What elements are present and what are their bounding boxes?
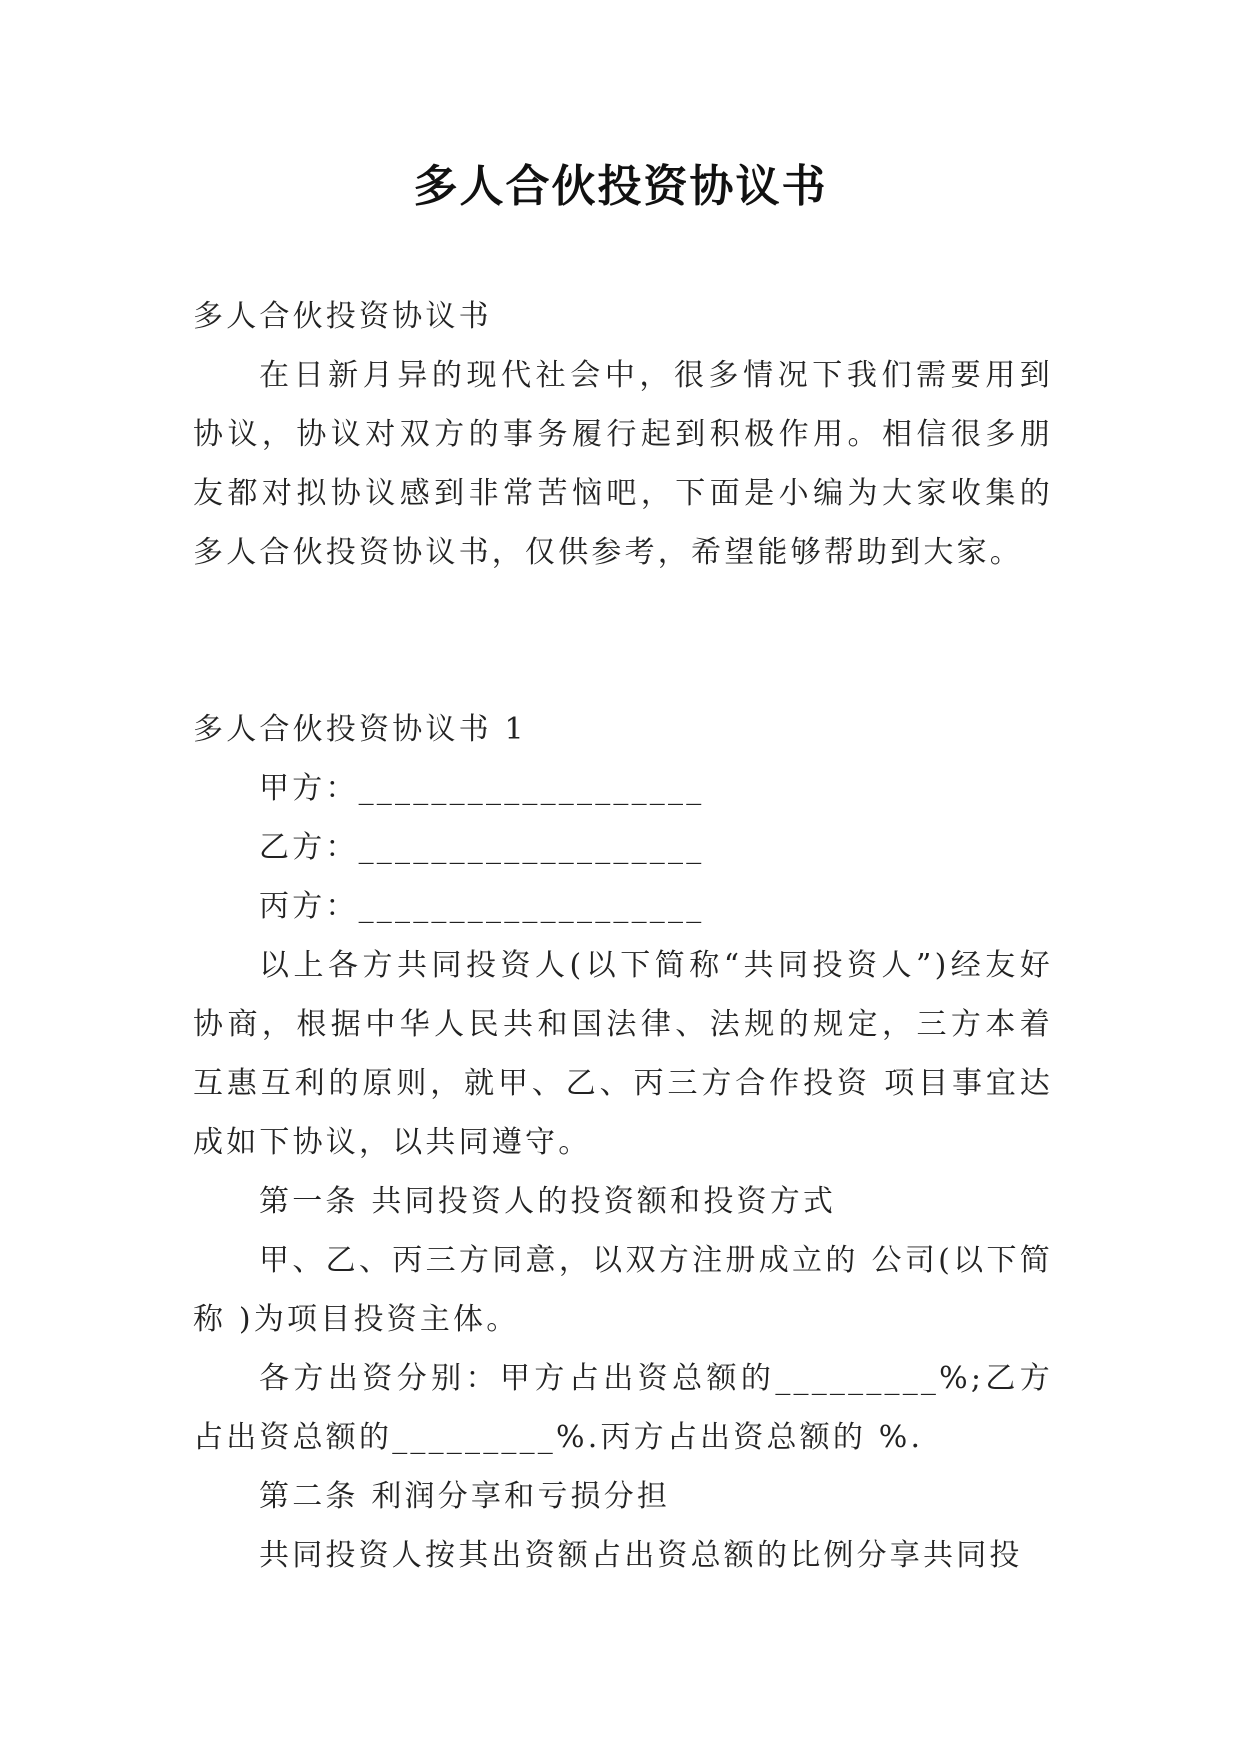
section-title: 多人合伙投资协议书 1 — [193, 712, 527, 747]
investment-subject-paragraph: 甲、乙、丙三方同意，以双方注册成立的 公司(以下简称 )为项目投资主体。 — [193, 1243, 1053, 1337]
document-subtitle: 多人合伙投资协议书 — [193, 299, 492, 334]
document-body — [193, 287, 1053, 1585]
article-1-heading: 第一条 共同投资人的投资额和投资方式 — [259, 1184, 837, 1219]
contribution-ratio-paragraph: 各方出资分别：甲方占出资总额的_________%;乙方占出资总额的_________%.丙方占出资总额的 %. — [193, 1361, 1053, 1455]
intro-paragraph: 在日新月异的现代社会中，很多情况下我们需要用到协议，协议对双方的事务履行起到积极作用。相信很多朋友都对拟协议感到非常苦恼吧，下面是小编为大家收集的多人合伙投资协议书，仅供参考，希望能够帮助到大家。 — [193, 358, 1053, 570]
party-c-line: 丙方：___________________ — [259, 889, 705, 924]
document-title: 多人合伙投资协议书 — [413, 161, 828, 212]
party-a-line: 甲方：___________________ — [259, 771, 705, 806]
profit-sharing-paragraph: 共同投资人按其出资额占出资总额的比例分享共同投 — [259, 1538, 1023, 1573]
spacer — [193, 582, 1053, 700]
article-2-heading: 第二条 利润分享和亏损分担 — [259, 1479, 671, 1514]
party-b-line: 乙方：___________________ — [259, 830, 705, 865]
preamble-paragraph: 以上各方共同投资人(以下简称“共同投资人”)经友好协商，根据中华人民共和国法律、法规的规定，三方本着互惠互利的原则，就甲、乙、丙三方合作投资 项目事宜达成如下协议，以共同遵守。 — [193, 948, 1053, 1160]
